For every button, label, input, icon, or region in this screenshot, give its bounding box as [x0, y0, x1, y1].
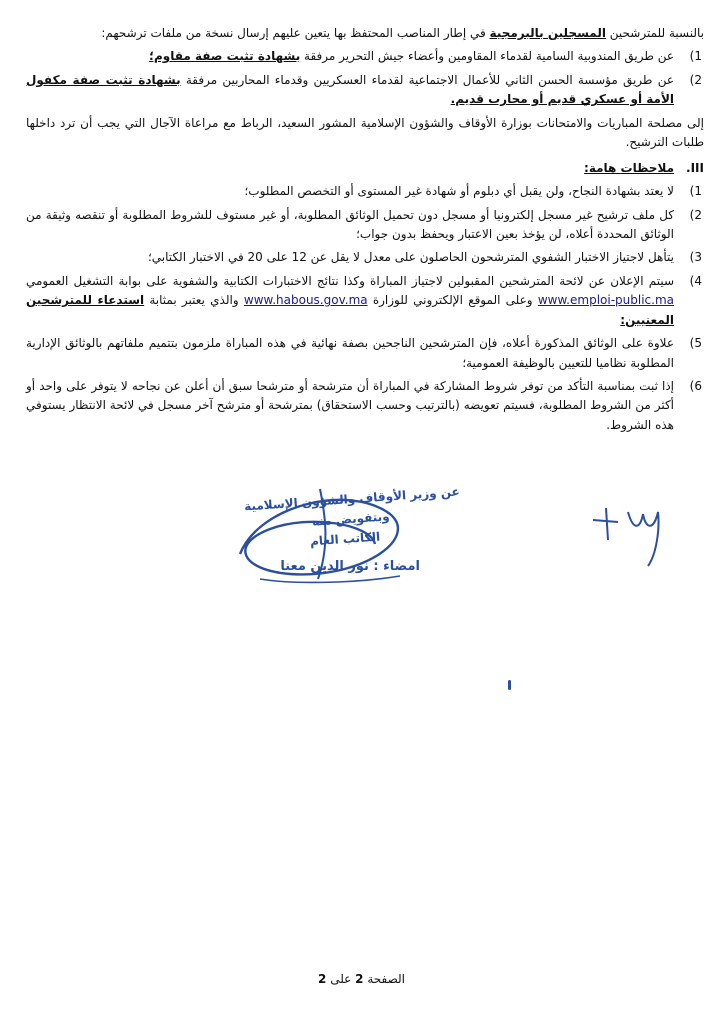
intro-highlight: المسجلين بالبرمجية — [489, 26, 606, 40]
footer-text: على — [326, 972, 356, 986]
note-text: وعلى الموقع الإلكتروني للوزارة — [367, 293, 538, 308]
note-number: 6) — [689, 379, 702, 393]
list-item-text: عن طريق مؤسسة الحسن الثاني للأعمال الاجتماعية لقدماء العسكريين وقدماء المحاربين مرفقة — [180, 72, 674, 87]
section-title: ملاحظات هامة: — [584, 160, 674, 175]
note-text: سيتم الإعلان عن لائحة المترشحين المقبولين لاجتياز المباراة وكذا نتائج الاختبارات الكتابية والشفوية على بوابة التشغيل العمومي — [26, 273, 674, 288]
stamp-line: الكاتب العام — [309, 529, 381, 549]
submission-paragraph: إلى مصلحة المباريات والامتحانات بوزارة الأوقاف والشؤون الإسلامية المشور السعيد، الرباط مع مراعاة الآجال التي يجب أن ترد داخلها طلبات الترشيح. — [26, 115, 704, 150]
stamp-signature-line: امضاء : نور الدين معنا — [280, 559, 420, 574]
ink-mark — [508, 680, 511, 690]
note-number: 1) — [689, 184, 702, 199]
intro-text: بالنسبة للمترشحين — [605, 26, 704, 40]
emploi-public-link[interactable]: www.emploi-public.ma — [537, 293, 674, 308]
note-item — [26, 248, 704, 267]
note-item — [26, 334, 704, 373]
list-item-number: 2) — [689, 72, 702, 87]
intro-paragraph — [26, 24, 704, 43]
note-number: 3) — [689, 250, 702, 265]
note-text: يتأهل لاجتياز الاختبار الشفوي المترشحون الحاصلون على معدل لا يقل عن 12 على 20 في الاختبار الكتابي؛ — [147, 250, 674, 265]
list-item-bold: بشهادة تثبت صفة مكفول الأمة أو عسكري قديم أو محارب قديم. — [26, 72, 674, 107]
section-number: III. — [686, 160, 704, 175]
note-item — [26, 182, 704, 201]
stamp-line: وبتفويض منه — [311, 509, 391, 529]
document-page — [26, 24, 704, 439]
note-highlight: استدعاء للمترشحين المعنيين: — [26, 293, 674, 327]
footer-page-total: 2 — [318, 972, 327, 986]
list-item-bold: بشهادة تثبت صفة مقاوم؛ — [149, 49, 301, 64]
note-item — [26, 272, 704, 330]
list-item — [26, 71, 704, 110]
habous-link[interactable]: www.habous.gov.ma — [243, 293, 368, 308]
list-item-number: 1) — [689, 49, 702, 64]
note-number: 5) — [689, 336, 702, 351]
handwritten-initials-icon — [588, 500, 678, 570]
footer-text: الصفحة — [363, 972, 405, 986]
note-text: كل ملف ترشيح غير مسجل إلكترونيا أو مسجل دون تحميل الوثائق المطلوبة، أو غير مستوف للشروط المطلوبة أو تنقصه وثيقة من الوثائق المحددة أعلاه، لن يؤخذ بعين الاعتبار ويحفظ بدون جواب؛ — [26, 207, 674, 241]
note-text: والذي يعتبر بمثابة — [144, 293, 244, 308]
list-item-text: عن طريق المندوبية السامية لقدماء المقاومين وأعضاء جيش التحرير مرفقة — [300, 49, 674, 64]
section-heading — [26, 159, 704, 178]
note-item — [26, 206, 704, 245]
intro-text-end: في إطار المناصب المحتفظ بها يتعين عليهم إرسال نسخة من ملفات ترشحهم: — [101, 26, 490, 40]
footer-page-number: 2 — [355, 972, 364, 986]
note-number: 4) — [689, 273, 702, 288]
list-item — [26, 47, 704, 66]
note-number: 2) — [689, 207, 702, 222]
note-text: إذا ثبت بمناسبة التأكد من توفر شروط المشاركة في المباراة أن مترشحة أو مترشحا سبق أن أعلن عن نجاحه لا يتوفر على واحد أو أكثر من الشروط المطلوبة، فسيتم تعويضه (بالترتيب وحسب الاستحقاق) بمترشحة أو مترشح آخر مسجل في لائحة الانتظار يستوفي هذه الشروط. — [26, 379, 674, 432]
note-item — [26, 377, 704, 435]
note-text: لا يعتد بشهادة النجاح، ولن يقبل أي دبلوم أو شهادة غير المستوى أو التخصص المطلوب؛ — [244, 184, 674, 199]
page-footer — [0, 970, 723, 989]
note-text: علاوة على الوثائق المذكورة أعلاه، فإن المترشحين الناجحين بصفة نهائية في هذه المباراة ملزمون بتتميم ملفاتهم بالوثائق الإدارية المطلوبة نظاميا للتعيين بالوظيفة العمومية؛ — [26, 336, 674, 370]
official-stamp — [200, 484, 460, 594]
stamp-line: عن وزير الأوقاف والشؤون الإسلامية — [243, 484, 461, 514]
